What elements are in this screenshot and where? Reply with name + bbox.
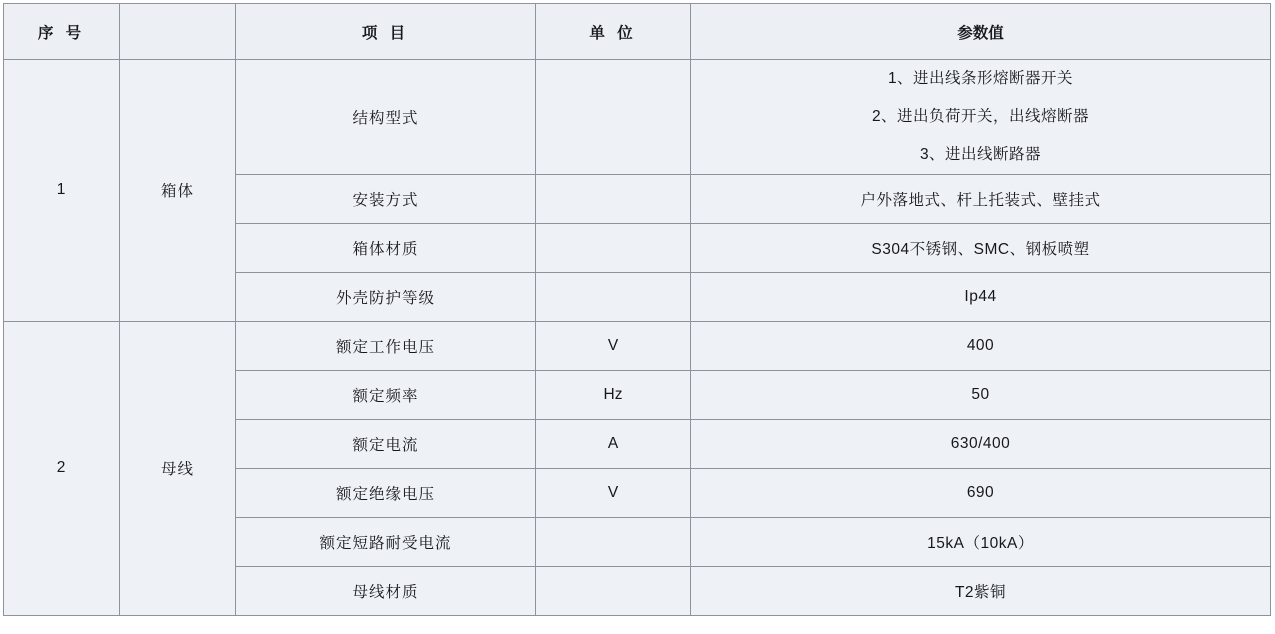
header-row [4,4,1271,60]
row-value: 15kA（10kA） [691,517,1271,566]
row-seq: 2 [4,321,120,615]
row-value: 400 [691,321,1271,370]
value-line: 2、进出负荷开关，出线熔断器 [871,107,1090,125]
header-item: 项 目 [236,4,536,60]
row-group: 箱体 [120,60,236,322]
row-unit: A [536,419,691,468]
value-line: 3、进出线断路器 [919,145,1042,163]
header-unit: 单 位 [536,4,691,60]
row-seq: 1 [4,60,120,322]
row-item: 额定频率 [236,370,536,419]
row-item: 额定电流 [236,419,536,468]
row-value: 户外落地式、杆上托装式、壁挂式 [691,174,1271,223]
row-value: S304不锈钢、SMC、钢板喷塑 [691,223,1271,272]
row-item: 结构型式 [236,60,536,175]
row-item: 额定工作电压 [236,321,536,370]
row-unit: V [536,468,691,517]
value-line: 1、进出线条形熔断器开关 [887,70,1074,87]
row-value: 50 [691,370,1271,419]
row-unit [536,272,691,321]
row-unit [536,517,691,566]
row-unit [536,174,691,223]
header-seq: 序 号 [4,4,120,60]
header-value: 参数值 [691,4,1271,60]
row-item: 箱体材质 [236,223,536,272]
row-value: Ip44 [691,272,1271,321]
row-item: 额定短路耐受电流 [236,517,536,566]
row-value: 630/400 [691,419,1271,468]
row-unit [536,223,691,272]
row-item: 安装方式 [236,174,536,223]
row-unit [536,60,691,175]
row-unit: V [536,321,691,370]
header-group [120,4,236,60]
table-header [4,4,1271,60]
row-item: 外壳防护等级 [236,272,536,321]
row-item: 母线材质 [236,566,536,615]
table-row [4,321,1271,370]
row-unit: Hz [536,370,691,419]
table-body [4,60,1271,616]
row-item: 额定绝缘电压 [236,468,536,517]
row-unit [536,566,691,615]
table-row [4,60,1271,175]
specification-table [3,3,1271,616]
row-value: T2紫铜 [691,566,1271,615]
row-value [691,60,1271,175]
row-group: 母线 [120,321,236,615]
row-value: 690 [691,468,1271,517]
